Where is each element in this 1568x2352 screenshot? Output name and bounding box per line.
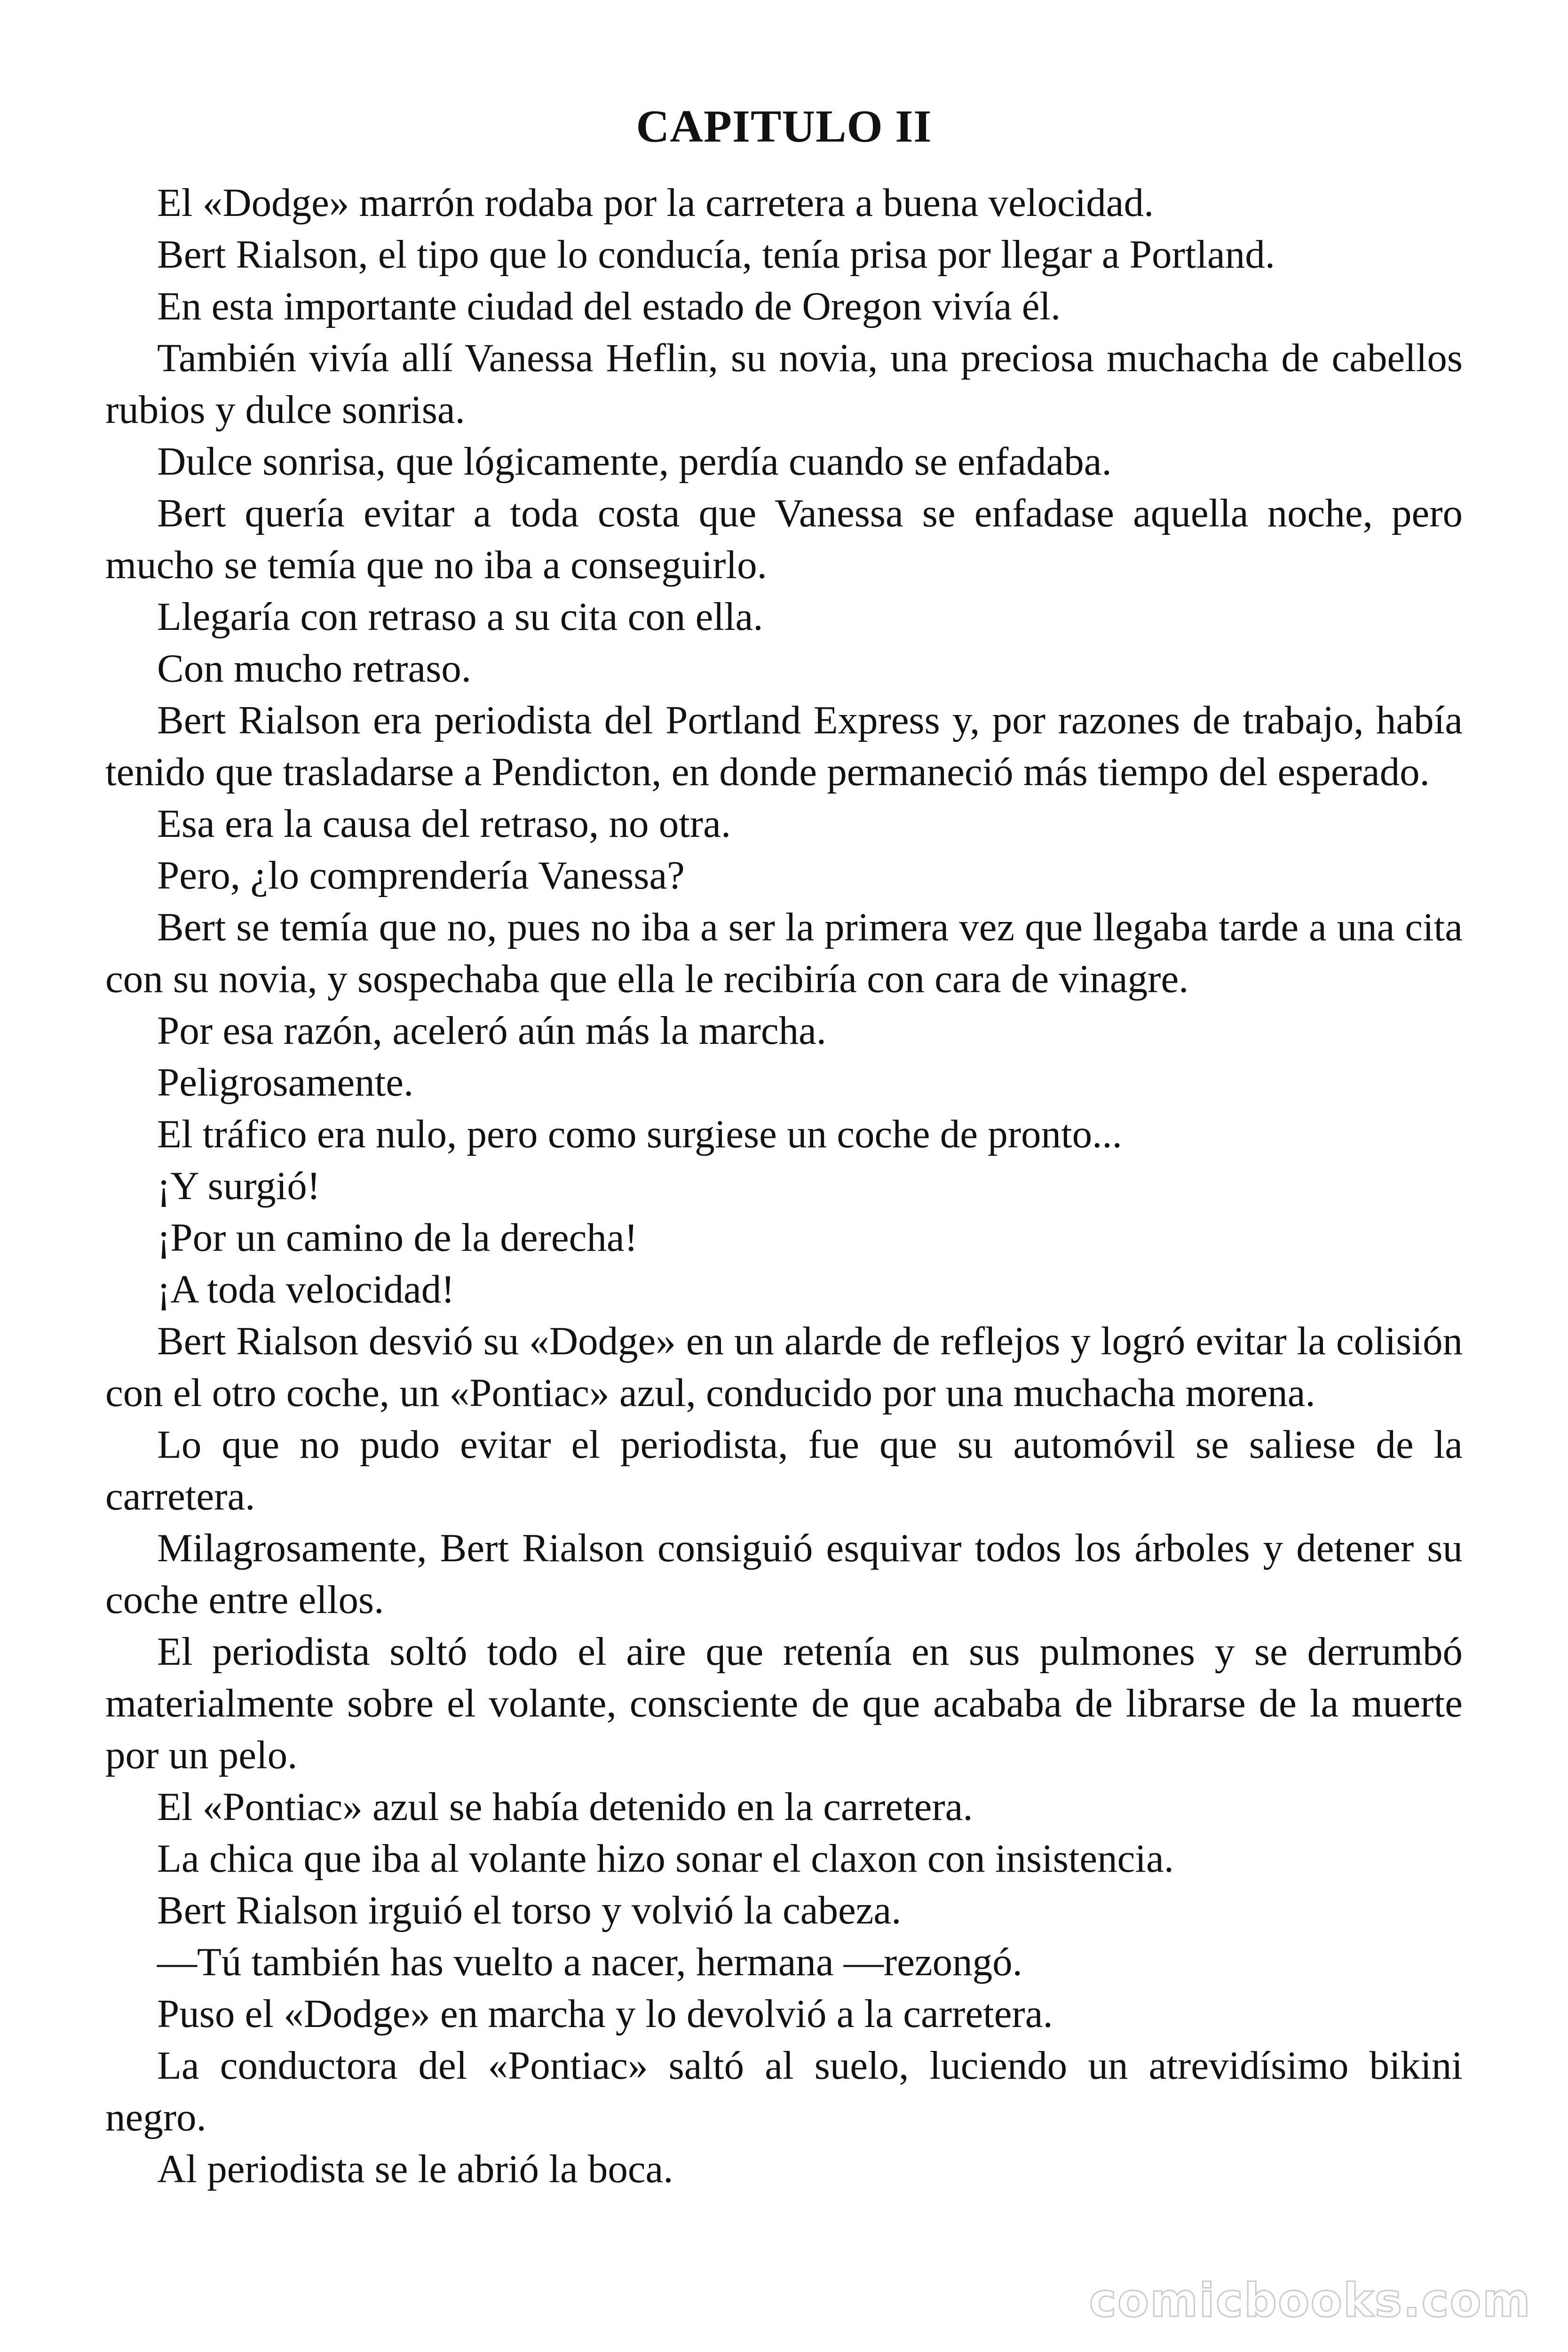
paragraph: También vivía allí Vanessa Heflin, su novia, una preciosa muchacha de cabellos rubios y dulce sonrisa. bbox=[105, 336, 1463, 432]
paragraph: La conductora del «Pontiac» saltó al suelo, luciendo un atrevidísimo bikini negro. bbox=[105, 2043, 1463, 2139]
paragraph: Con mucho retraso. bbox=[157, 646, 472, 691]
paragraph: —Tú también has vuelto a nacer, hermana —rezongó. bbox=[157, 1940, 1022, 1984]
paragraph: Pero, ¿lo comprendería Vanessa? bbox=[157, 853, 685, 898]
chapter-title: CAPITULO II bbox=[636, 101, 932, 152]
paragraph: Lo que no pudo evitar el periodista, fue que su automóvil se saliese de la carretera. bbox=[105, 1422, 1463, 1518]
paragraph: ¡Por un camino de la derecha! bbox=[157, 1216, 638, 1260]
paragraph: Bert Rialson era periodista del Portland Express y, por razones de trabajo, había tenido que trasladarse a Pendicton, en donde permaneció más tiempo del esperado. bbox=[105, 698, 1463, 794]
paragraph: Por esa razón, aceleró aún más la marcha. bbox=[157, 1009, 827, 1053]
watermark: comicbooks.com bbox=[1089, 2274, 1531, 2328]
paragraph: Esa era la causa del retraso, no otra. bbox=[157, 802, 731, 846]
paragraph: El periodista soltó todo el aire que retenía en sus pulmones y se derrumbó materialmente sobre el volante, consciente de que acababa de librarse de la muerte por un pelo. bbox=[105, 1629, 1463, 1777]
paragraph: Bert quería evitar a toda costa que Vanessa se enfadase aquella noche, pero mucho se temía que no iba a conseguirlo. bbox=[105, 491, 1463, 587]
paragraph: La chica que iba al volante hizo sonar el claxon con insistencia. bbox=[157, 1836, 1174, 1881]
paragraph: Bert Rialson desvió su «Dodge» en un alarde de reflejos y logró evitar la colisión con el otro coche, un «Pontiac» azul, conducido por una muchacha morena. bbox=[105, 1319, 1463, 1415]
chapter-body bbox=[105, 177, 1463, 2195]
paragraph: El «Pontiac» azul se había detenido en la carretera. bbox=[157, 1785, 973, 1829]
paragraph: El tráfico era nulo, pero como surgiese un coche de pronto... bbox=[157, 1112, 1122, 1156]
paragraph: Puso el «Dodge» en marcha y lo devolvió a la carretera. bbox=[157, 1992, 1053, 2036]
paragraph: Bert se temía que no, pues no iba a ser la primera vez que llegaba tarde a una cita con su novia, y sospechaba que ella le recibiría con cara de vinagre. bbox=[105, 905, 1463, 1001]
paragraph: ¡Y surgió! bbox=[157, 1164, 321, 1208]
paragraph: Al periodista se le abrió la boca. bbox=[157, 2147, 673, 2191]
paragraph: Llegaría con retraso a su cita con ella. bbox=[157, 595, 763, 639]
paragraph: Dulce sonrisa, que lógicamente, perdía cuando se enfadaba. bbox=[157, 439, 1112, 484]
paragraph: ¡A toda velocidad! bbox=[157, 1267, 455, 1311]
paragraph: Milagrosamente, Bert Rialson consiguió esquivar todos los árboles y detener su coche entre ellos. bbox=[105, 1526, 1463, 1622]
paragraph: Bert Rialson irguió el torso y volvió la cabeza. bbox=[157, 1888, 902, 1932]
paragraph: Bert Rialson, el tipo que lo conducía, tenía prisa por llegar a Portland. bbox=[157, 232, 1275, 277]
paragraph: En esta importante ciudad del estado de Oregon vivía él. bbox=[157, 284, 1061, 328]
paragraph: Peligrosamente. bbox=[157, 1060, 414, 1104]
paragraph: El «Dodge» marrón rodaba por la carretera a buena velocidad. bbox=[157, 181, 1154, 225]
